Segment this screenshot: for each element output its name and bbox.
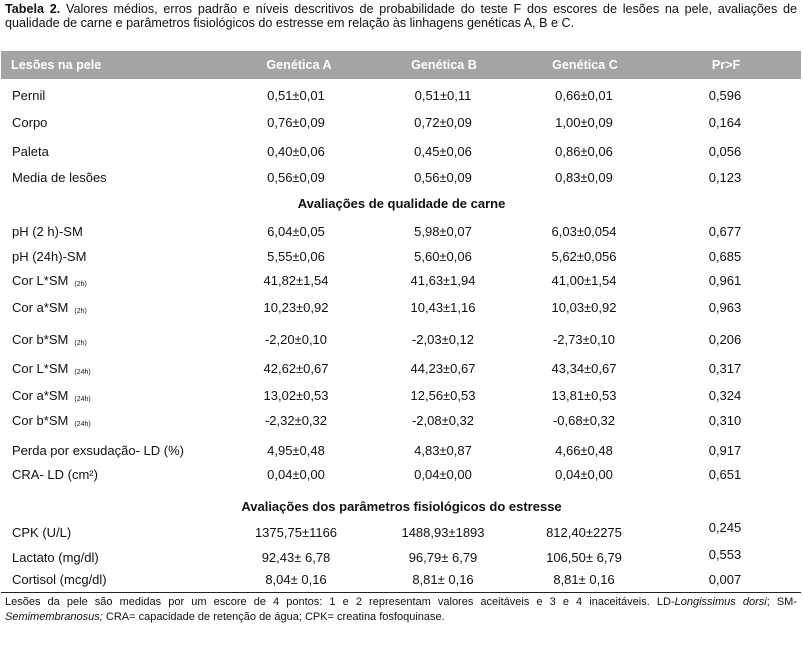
row-label-subscript: (24h)	[74, 369, 91, 376]
cell-prf: 0,123	[708, 170, 742, 185]
row-label-subscript: (2h)	[74, 281, 87, 288]
cell-prf: 0,164	[708, 115, 742, 130]
cell-genetica-c: 0,83±0,09	[555, 170, 613, 185]
cell-prf: 0,596	[708, 88, 742, 103]
header-col-genetica-c: Genética C	[552, 58, 618, 72]
cell-genetica-b: 44,23±0,67	[410, 361, 476, 376]
row-label-text: CPK (U/L)	[12, 525, 72, 540]
row-label-text: pH (2 h)-SM	[12, 224, 83, 239]
cell-genetica-b: 12,56±0,53	[410, 388, 476, 403]
cell-genetica-c: 0,86±0,06	[555, 144, 613, 159]
header-col-lesions: Lesões na pele	[11, 58, 102, 72]
cell-prf: 0,917	[708, 443, 742, 458]
cell-genetica-a: 0,40±0,06	[267, 144, 325, 159]
cell-genetica-a: 13,02±0,53	[263, 388, 329, 403]
cell-genetica-a: 42,62±0,67	[263, 361, 329, 376]
cell-genetica-c: 13,81±0,53	[551, 388, 617, 403]
cell-genetica-c: 812,40±2275	[546, 525, 622, 540]
row-label-text: Corpo	[12, 115, 48, 130]
cell-genetica-a: -2,20±0,10	[264, 332, 328, 347]
cell-genetica-a: 6,04±0,05	[267, 224, 325, 239]
cell-genetica-b: 5,60±0,06	[414, 249, 472, 264]
cell-genetica-b: -2,08±0,32	[411, 413, 475, 428]
footnote-part-3: CRA= capacidade de retenção de água; CPK= creatina fosfoquinase.	[102, 611, 445, 623]
cell-prf: 0,677	[708, 224, 742, 239]
header-col-genetica-b: Genética B	[411, 58, 477, 72]
row-label	[12, 467, 98, 482]
cell-genetica-a: 5,55±0,06	[267, 249, 325, 264]
cell-genetica-c: 8,81± 0,16	[553, 572, 615, 587]
row-label	[12, 144, 49, 159]
cell-genetica-b: 0,51±0,11	[414, 88, 472, 103]
footnote-sm: Semimembranosus;	[5, 611, 103, 623]
footnote-part-1: Lesões da pele são medidas por um escore de 4 pontos: 1 e 2 representam valores aceitáveis e 3 e 4 inaceitáveis. LD-	[5, 596, 675, 608]
caption-text: Valores médios, erros padrão e níveis descritivos de probabilidade do teste F dos escores de lesões na pele, avaliações de qualidade de carne e parâmetros fisiológicos do estresse em relação às linhagens genéticas A, B e C.	[5, 2, 798, 30]
table-bottom-rule	[1, 592, 801, 593]
row-label	[12, 332, 87, 347]
cell-genetica-b: 5,98±0,07	[414, 224, 472, 239]
cell-genetica-a: 0,04±0,00	[267, 467, 325, 482]
cell-prf: 0,007	[708, 572, 742, 587]
cell-genetica-a: 1375,75±1166	[254, 525, 338, 540]
cell-genetica-c: 106,50± 6,79	[546, 550, 622, 565]
row-label-text: Perda por exsudação- LD (%)	[12, 443, 184, 458]
row-label-subscript: (2h)	[74, 308, 87, 315]
row-label-text: Pernil	[12, 88, 46, 103]
row-label-text: Cortisol (mcg/dl)	[12, 572, 107, 587]
row-label-text: Cor L*SM	[12, 361, 69, 376]
row-label	[12, 443, 184, 458]
footnote-ld: Longissimus dorsi	[674, 596, 767, 608]
cell-prf: 0,685	[708, 249, 742, 264]
cell-genetica-c: 4,66±0,48	[555, 443, 613, 458]
row-label	[12, 273, 87, 288]
row-label	[12, 572, 107, 587]
row-label-subscript: (24h)	[74, 396, 91, 403]
cell-genetica-a: 92,43± 6,78	[261, 550, 331, 565]
cell-genetica-b: 8,81± 0,16	[412, 572, 474, 587]
cell-genetica-c: 41,00±1,54	[551, 273, 617, 288]
cell-prf: 0,961	[708, 273, 742, 288]
cell-prf: 0,245	[708, 520, 742, 535]
cell-genetica-a: 0,56±0,09	[267, 170, 325, 185]
cell-genetica-a: 4,95±0,48	[267, 443, 325, 458]
row-label-text: Cor b*SM	[12, 332, 69, 347]
cell-prf: 0,317	[708, 361, 742, 376]
cell-genetica-c: 6,03±0,054	[551, 224, 617, 239]
row-label-text: Cor b*SM	[12, 413, 69, 428]
cell-genetica-b: 0,72±0,09	[414, 115, 472, 130]
row-label	[12, 249, 86, 264]
row-label-text: Lactato (mg/dl)	[12, 550, 99, 565]
cell-prf: 0,651	[708, 467, 742, 482]
cell-genetica-b: 96,79± 6,79	[408, 550, 478, 565]
cell-prf: 0,056	[708, 144, 742, 159]
footnote-part-2: ; SM-	[766, 596, 797, 608]
cell-genetica-c: 10,03±0,92	[551, 300, 617, 315]
row-label-subscript: (24h)	[74, 421, 91, 428]
cell-genetica-a: 10,23±0,92	[263, 300, 329, 315]
cell-prf: 0,963	[708, 300, 742, 315]
row-label-text: pH (24h)-SM	[12, 249, 87, 264]
cell-genetica-c: -2,73±0,10	[552, 332, 616, 347]
section-title-meat-quality: Avaliações de qualidade de carne	[297, 196, 506, 211]
caption-label: Tabela 2.	[5, 2, 61, 16]
row-label	[12, 525, 71, 540]
table-header	[1, 51, 801, 79]
row-label	[12, 413, 91, 428]
row-label-text: Cor a*SM	[12, 300, 69, 315]
header-col-prf: Pr>F	[711, 58, 741, 72]
cell-genetica-b: 0,45±0,06	[414, 144, 472, 159]
cell-genetica-b: -2,03±0,12	[411, 332, 475, 347]
cell-genetica-a: -2,32±0,32	[264, 413, 328, 428]
cell-genetica-b: 41,63±1,94	[410, 273, 476, 288]
row-label	[12, 300, 87, 315]
cell-prf: 0,553	[708, 547, 742, 562]
cell-genetica-b: 1488,93±1893	[401, 525, 485, 540]
cell-genetica-b: 0,56±0,09	[414, 170, 472, 185]
row-label	[12, 224, 83, 239]
cell-genetica-b: 4,83±0,87	[414, 443, 472, 458]
cell-genetica-a: 41,82±1,54	[263, 273, 329, 288]
footnote	[5, 595, 797, 625]
row-label-subscript: (2h)	[74, 340, 87, 347]
cell-genetica-c: 1,00±0,09	[555, 115, 613, 130]
row-label	[12, 388, 91, 403]
row-label-text: Cor a*SM	[12, 388, 69, 403]
row-label-text: CRA- LD (cm²)	[12, 467, 98, 482]
cell-genetica-c: 0,04±0,00	[555, 467, 613, 482]
cell-genetica-c: 43,34±0,67	[551, 361, 617, 376]
row-label	[12, 361, 91, 376]
row-label	[12, 88, 45, 103]
row-label-text: Media de lesões	[12, 170, 107, 185]
row-label	[12, 550, 99, 565]
cell-genetica-c: -0,68±0,32	[552, 413, 616, 428]
cell-prf: 0,206	[708, 332, 742, 347]
cell-genetica-c: 5,62±0,056	[551, 249, 617, 264]
cell-genetica-a: 0,51±0,01	[267, 88, 325, 103]
cell-prf: 0,324	[708, 388, 742, 403]
header-col-genetica-a: Genética A	[266, 58, 332, 72]
table-caption	[5, 2, 797, 30]
row-label-text: Paleta	[12, 144, 49, 159]
cell-prf: 0,310	[708, 413, 742, 428]
cell-genetica-b: 10,43±1,16	[410, 300, 476, 315]
section-title-stress: Avaliações dos parâmetros fisiológicos do estresse	[241, 499, 562, 514]
row-label-text: Cor L*SM	[12, 273, 69, 288]
row-label	[12, 115, 47, 130]
cell-genetica-b: 0,04±0,00	[414, 467, 472, 482]
cell-genetica-c: 0,66±0,01	[555, 88, 613, 103]
cell-genetica-a: 8,04± 0,16	[265, 572, 327, 587]
row-label	[12, 170, 107, 185]
cell-genetica-a: 0,76±0,09	[267, 115, 325, 130]
